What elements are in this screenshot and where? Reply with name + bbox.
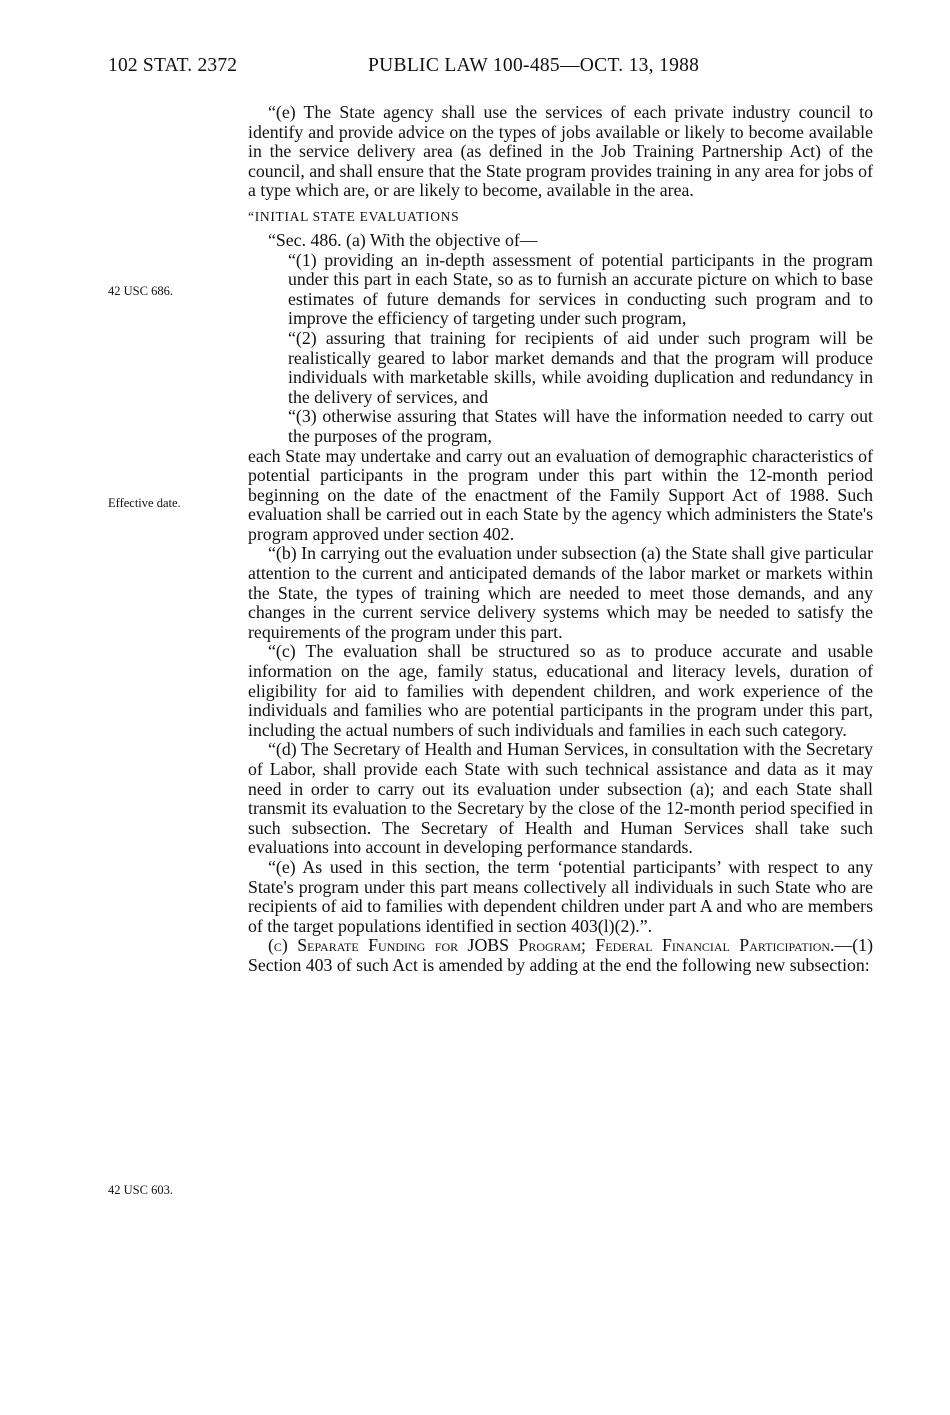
list-item-3: “(3) otherwise assuring that States will have the information needed to carry out the purposes of the program,	[288, 406, 873, 446]
paragraph-c: “(c) The evaluation shall be structured so as to produce accurate and usable information on the age, family status, educational and literacy levels, duration of eligibility for aid to families with dependent children, and work experience of the individuals and families who are potential participants in the program under this part, including the actual numbers of such individuals and families in each such category.	[248, 641, 873, 740]
separate-funding-heading: (c) Separate Funding for JOBS Program; Federal Financial Participation.	[268, 935, 835, 956]
margin-note-usc-686: 42 USC 686.	[108, 284, 173, 298]
section-heading-initial-state-evaluations: “INITIAL STATE EVALUATIONS	[248, 208, 460, 224]
margin-note-usc-603: 42 USC 603.	[108, 1183, 173, 1197]
body-text	[248, 103, 873, 976]
paragraph-e-private-industry-council: “(e) The State agency shall use the services of each private industry council to identify and provide advice on the types of jobs available or likely to become available in the service delivery area (as defined in the Job Training Partnership Act) of the council, and shall ensure that the State program provides training in any area for jobs of a type which are, or are likely to become, available in the area.	[248, 102, 873, 201]
paragraph-c-separate-funding	[248, 936, 873, 975]
paragraph-d: “(d) The Secretary of Health and Human Services, in consultation with the Secretary of Labor, shall provide each State with such technical assistance and data as it may need in order to carry out its evaluation under subsection (a); and each State shall transmit its evaluation to the Secretary by the close of the 12-month period specified in such subsection. The Secretary of Health and Human Services shall take such evaluations into account in developing performance standards.	[248, 739, 873, 858]
page-header	[108, 55, 768, 85]
margin-note-effective-date: Effective date.	[108, 496, 181, 510]
list-item-1: “(1) providing an in-depth assessment of potential participants in the program under this part in each State, so as to furnish an accurate picture on which to base estimates of future demands for services in conducting such program and to improve the efficiency of targeting under such program,	[288, 249, 873, 329]
separate-funding-text: —(1) Section 403 of such Act is amended by adding at the end the following new subsection:	[248, 935, 873, 975]
list-item-2: “(2) assuring that training for recipients of aid under such program will be realistically geared to labor market demands and that the program will produce individuals with marketable skills, while avoiding duplication and redundancy in the delivery of services, and	[288, 327, 873, 407]
paragraph-b: “(b) In carrying out the evaluation under subsection (a) the State shall give particular attention to the current and anticipated demands of the labor market or markets within the State, the types of training which are needed to meet those demands, and any changes in the current service delivery systems which may be needed to satisfy the requirements of the program under this part.	[248, 543, 873, 642]
paragraph-e-definition: “(e) As used in this section, the term ‘potential participants’ with respect to any State's program under this part means collectively all individuals in such State who are recipients of aid to families with dependent children under part A and who are members of the target populations identified in section 403(l)(2).”.	[248, 856, 873, 936]
stat-page-reference: 102 STAT. 2372	[108, 55, 238, 76]
paragraph-a-continuation: each State may undertake and carry out an evaluation of demographic characteristics of potential participants in the program under this part within the 12-month period beginning on the date of the enactment of the Family Support Act of 1988. Such evaluation shall be carried out in each State by the agency which administers the State's program approved under section 402.	[248, 445, 873, 544]
public-law-title: PUBLIC LAW 100-485—OCT. 13, 1988	[368, 55, 700, 76]
section-486-intro: “Sec. 486. (a) With the objective of—	[268, 229, 538, 250]
